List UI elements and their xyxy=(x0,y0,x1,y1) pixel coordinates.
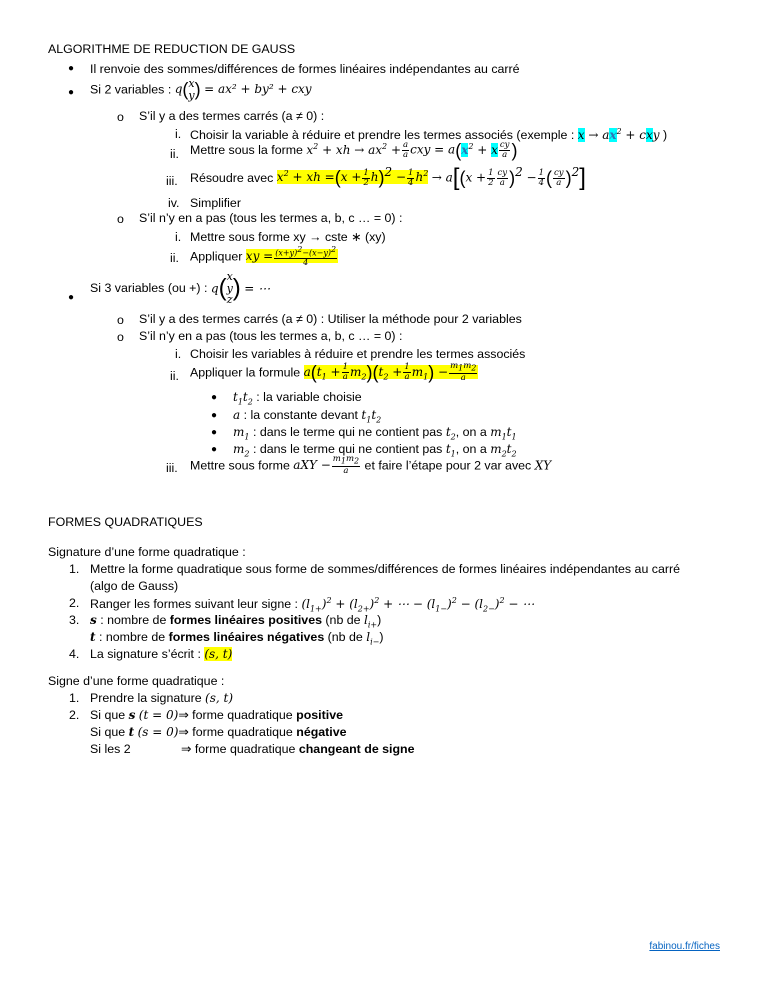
bullet-icon: ● xyxy=(211,392,218,403)
step-iii: Résoudre avec $x^2$ + xh =(x + $\frac{1}{2}$ h)$^2$ − $\frac{1}{4}$ $h^2 \to a[(x$ + $\frac{1}{2}$ $\frac{cy}{a}$ )$^2$ − $\frac{1}{4}$ ( $\frac{cy}{a}$ )$^2$] xyxy=(190,164,586,191)
sub-bullet-icon: o xyxy=(117,330,124,344)
intro-text: Il renvoie des sommes/différences de formes linéaires indépendantes au carré xyxy=(90,62,520,76)
def-a: a : la constante devant $t_1t_2$ xyxy=(233,408,382,425)
bullet-icon: ● xyxy=(68,87,75,98)
section-title-quadratic: FORMES QUADRATIQUES xyxy=(48,515,203,529)
step-iv-num: iv. xyxy=(168,196,180,210)
sign-num-1: 1. xyxy=(69,691,80,705)
sign-heading: Signe d’une forme quadratique : xyxy=(48,674,225,688)
def-t1t2: $t_1t_2$ : la variable choisie xyxy=(233,390,362,407)
sub-bullet-icon: o xyxy=(117,110,124,124)
sign-item-2: Si que s (t = 0)⇒ forme quadratique positive xyxy=(90,708,343,722)
sig-item-3: s : nombre de formes linéaires positives (nb de $l_{i+}$) xyxy=(90,613,382,630)
three-case-none: S’il n’y en a pas (tous les termes a, b, c … = 0) : xyxy=(139,329,403,343)
bullet-icon: ● xyxy=(68,63,75,74)
bullet-icon: ● xyxy=(211,444,218,455)
three-step-iii-text: Mettre sous forme xyxy=(190,458,294,473)
case-squares: S’il y a des termes carrés (a ≠ 0) : xyxy=(139,109,325,123)
three-vars-rhs: = ⋯ xyxy=(244,281,271,296)
sign-num-2: 2. xyxy=(69,708,80,722)
bullet-icon: ● xyxy=(68,292,75,303)
three-vars-label: Si 3 variables (ou +) : xyxy=(90,281,211,296)
three-step-iii-num: iii. xyxy=(166,461,178,475)
sig-item-3b: t : nombre de formes linéaires négatives (nb de $l_{i-}$) xyxy=(90,630,384,647)
step-ii-text: Mettre sous la forme xyxy=(190,143,307,158)
case-none: S’il n’y en a pas (tous les termes a, b, c … = 0) : xyxy=(139,211,403,225)
none-step-i-num: i. xyxy=(175,230,182,244)
bullet-icon: ● xyxy=(211,410,218,421)
three-vars-line: Si 3 variables (ou +) : q(x y z) = ⋯ xyxy=(90,270,271,307)
def-m2: $m_2$ : dans le terme qui ne contient pas $t_1$, on a $m_2t_2$ xyxy=(233,442,517,459)
bullet-icon: ● xyxy=(211,427,218,438)
sub-bullet-icon: o xyxy=(117,313,124,327)
three-case-squares: S’il y a des termes carrés (a ≠ 0) : Utiliser la méthode pour 2 variables xyxy=(139,312,522,326)
three-step-iii: Mettre sous forme aXY − $\frac{m_1m_2}{a}$ et faire l’étape pour 2 var avec XY xyxy=(190,454,552,477)
def-m1: $m_1$ : dans le terme qui ne contient pas $t_2$, on a $m_1t_1$ xyxy=(233,425,517,442)
none-step-ii-num: ii. xyxy=(170,251,179,265)
none-step-i: Mettre sous forme xy → cste ∗ (xy) xyxy=(190,230,386,244)
none-step-ii-text: Appliquer xyxy=(190,249,246,264)
none-step-ii: Appliquer xy = $\frac{(x+y)^2-(x-y)^2}{4}$ xyxy=(190,245,337,268)
sig-item-2: Ranger les formes suivant leur signe : $(l_{1+})^2 + (l_{2+})^2$ + ⋯ − $(l_{1-})^2 - (l_{2-})^2$ − ⋯ xyxy=(90,596,535,614)
step-i-text: Choisir la variable à réduire et prendre les termes associés (exemple : xyxy=(190,128,578,142)
three-step-i-num: i. xyxy=(175,347,182,361)
step-iv: Simplifier xyxy=(190,196,241,210)
sig-item-4: La signature s’écrit : (s, t) xyxy=(90,647,233,661)
step-i-num: i. xyxy=(175,127,182,141)
sig-num-4: 4. xyxy=(69,647,80,661)
sig-num-1: 1. xyxy=(69,562,80,576)
three-step-ii-text: Appliquer la formule xyxy=(190,365,304,380)
two-vars-rhs: = ax² + by² + cxy xyxy=(204,81,312,96)
two-vars-label: Si 2 variables : xyxy=(90,82,175,97)
sign-item-2c: ⇒ forme quadratique changeant de signe xyxy=(181,742,415,756)
sub-bullet-icon: o xyxy=(117,212,124,226)
sign-item-2b: Si que t (s = 0)⇒ forme quadratique négative xyxy=(90,725,347,739)
three-step-ii-num: ii. xyxy=(170,369,179,383)
three-step-ii: Appliquer la formule $a(t_1$ + $\frac{1}{a}$ $m_2)(t_2$ + $\frac{1}{a}$ $m_1$) − $\frac{m_1m_2}{a}$ xyxy=(190,361,477,384)
two-vars-line: Si 2 variables : q(x y) = ax² + by² + cxy xyxy=(90,77,312,102)
step-ii-num: ii. xyxy=(170,147,179,161)
sig-item-1-cont: (algo de Gauss) xyxy=(90,579,179,593)
sig-num-3: 3. xyxy=(69,613,80,627)
sign-item-1: Prendre la signature (s, t) xyxy=(90,691,234,705)
sig-num-2: 2. xyxy=(69,596,80,610)
sign-item-2c-label: Si les 2 xyxy=(90,742,131,756)
step-i: Choisir la variable à réduire et prendre les termes associés (exemple : $x \to ax^2$ + cxy ) xyxy=(190,127,668,142)
step-iii-text: Résoudre avec xyxy=(190,170,277,185)
section-title-gauss: ALGORITHME DE REDUCTION DE GAUSS xyxy=(48,42,296,56)
sig-item-1: Mettre la forme quadratique sous forme de sommes/différences de formes linéaires indépendantes au carré xyxy=(90,562,681,576)
step-ii: Mettre sous la forme $x^2$ + xh → $ax^2$ + $\frac{a}{a}$ cxy = $a(x^2 + x$ $\frac{cy}{a}$ ) xyxy=(190,140,518,161)
footer-link[interactable]: fabinou.fr/fiches xyxy=(649,941,720,952)
signature-heading: Signature d’une forme quadratique : xyxy=(48,545,246,559)
step-iii-num: iii. xyxy=(166,174,178,188)
three-step-i: Choisir les variables à réduire et prendre les termes associés xyxy=(190,347,526,361)
